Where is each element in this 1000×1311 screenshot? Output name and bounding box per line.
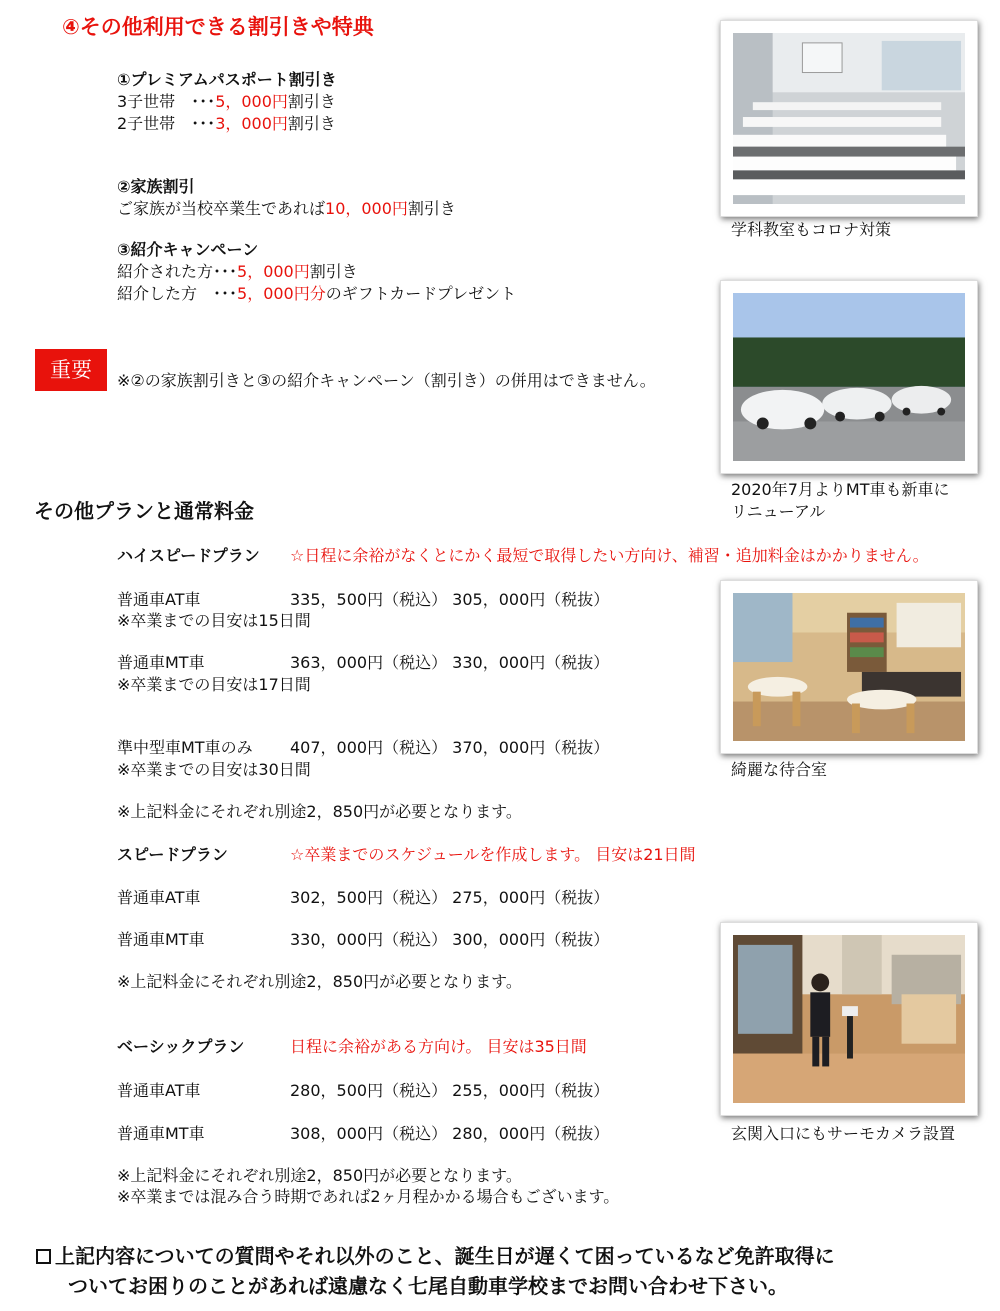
- basic-plan-name: ベーシックプラン: [117, 1037, 245, 1056]
- high-speed-medium-days: ※卒業までの目安は30日間: [117, 760, 311, 779]
- referral-amount-referred: 5，000円: [237, 262, 310, 281]
- high-speed-at-type: 普通車AT車: [117, 590, 201, 609]
- referral-row-referrer: 紹介した方 ･･･5，000円分のギフトカードプレゼント: [117, 284, 517, 303]
- speed-plan-note: ☆卒業までのスケジュールを作成します。 目安は21日間: [290, 845, 696, 864]
- cars-caption-line1: 2020年7月よりMT車も新車に: [731, 480, 950, 499]
- checkbox-square-icon: [36, 1249, 51, 1264]
- premium-amount-2: 3，000円: [215, 114, 288, 133]
- speed-mt-type: 普通車MT車: [117, 930, 205, 949]
- basic-extra-fee: ※上記料金にそれぞれ別途2，850円が必要となります。: [117, 1166, 522, 1185]
- basic-plan-note: 日程に余裕がある方向け。 目安は35日間: [290, 1037, 587, 1056]
- cars-caption-line2: リニューアル: [731, 502, 826, 521]
- speed-extra-fee: ※上記料金にそれぞれ別途2，850円が必要となります。: [117, 972, 522, 991]
- classroom-photo: [720, 20, 978, 217]
- referral-campaign-title: ③紹介キャンペーン: [117, 240, 259, 259]
- high-speed-mt-price: 363，000円（税込） 330，000円（税抜）: [290, 653, 610, 672]
- speed-at-price: 302，500円（税込） 275，000円（税抜）: [290, 888, 610, 907]
- high-speed-at-days: ※卒業までの目安は15日間: [117, 611, 311, 630]
- basic-mt-price: 308，000円（税込） 280，000円（税抜）: [290, 1124, 610, 1143]
- important-note: ※②の家族割引きと③の紹介キャンペーン（割引き）の併用はできません。: [117, 371, 656, 390]
- basic-at-type: 普通車AT車: [117, 1081, 201, 1100]
- lounge-photo: [720, 580, 978, 754]
- family-discount-title: ②家族割引: [117, 177, 195, 196]
- high-speed-plan-note: ☆日程に余裕がなくとにかく最短で取得したい方向け、補習・追加料金はかかりません。: [290, 546, 929, 565]
- high-speed-extra-fee: ※上記料金にそれぞれ別途2，850円が必要となります。: [117, 802, 522, 821]
- high-speed-medium-type: 準中型車MT車のみ: [117, 738, 253, 757]
- basic-extra-note: ※卒業までは混み合う時期であれば2ヶ月程かかる場合もございます。: [117, 1187, 620, 1206]
- footer-line-1: 上記内容についての質問やそれ以外のこと、誕生日が遅くて困っているなど免許取得に: [36, 1241, 986, 1271]
- important-badge: 重要: [35, 349, 107, 391]
- footer-line-2: ついてお困りのことがあれば遠慮なく七尾自動車学校までお問い合わせ下さい。: [68, 1274, 788, 1298]
- basic-at-price: 280，500円（税込） 255，000円（税抜）: [290, 1081, 610, 1100]
- speed-mt-price: 330，000円（税込） 300，000円（税抜）: [290, 930, 610, 949]
- speed-plan-name: スピードプラン: [117, 845, 228, 864]
- entrance-caption: 玄関入口にもサーモカメラ設置: [731, 1124, 956, 1143]
- speed-at-type: 普通車AT車: [117, 888, 201, 907]
- cars-photo: [720, 280, 978, 474]
- basic-mt-type: 普通車MT車: [117, 1124, 205, 1143]
- premium-amount-3: 5，000円: [215, 92, 288, 111]
- high-speed-mt-type: 普通車MT車: [117, 653, 205, 672]
- high-speed-medium-price: 407，000円（税込） 370，000円（税抜）: [290, 738, 610, 757]
- entrance-photo: [720, 922, 978, 1116]
- premium-row-3-children: 3子世帯 ･･･5，000円割引き: [117, 92, 336, 111]
- high-speed-mt-days: ※卒業までの目安は17日間: [117, 675, 311, 694]
- lounge-caption: 綺麗な待合室: [731, 760, 828, 779]
- premium-passport-title: ①プレミアムパスポート割引き: [117, 70, 337, 89]
- high-speed-at-price: 335，500円（税込） 305，000円（税抜）: [290, 590, 610, 609]
- family-discount-text: ご家族が当校卒業生であれば10，000円割引き: [117, 199, 456, 218]
- footer-contact-message: [36, 1241, 986, 1301]
- section-title-plans: その他プランと通常料金: [34, 499, 254, 523]
- section-title-discounts: ④その他利用できる割引きや特典: [62, 15, 374, 39]
- high-speed-plan-name: ハイスピードプラン: [117, 546, 260, 565]
- referral-amount-referrer: 5，000円分: [237, 284, 326, 303]
- classroom-caption: 学科教室もコロナ対策: [731, 220, 892, 239]
- family-discount-amount: 10，000円: [325, 199, 408, 218]
- premium-row-2-children: 2子世帯 ･･･3，000円割引き: [117, 114, 336, 133]
- referral-row-referred: 紹介された方･･･5，000円割引き: [117, 262, 358, 281]
